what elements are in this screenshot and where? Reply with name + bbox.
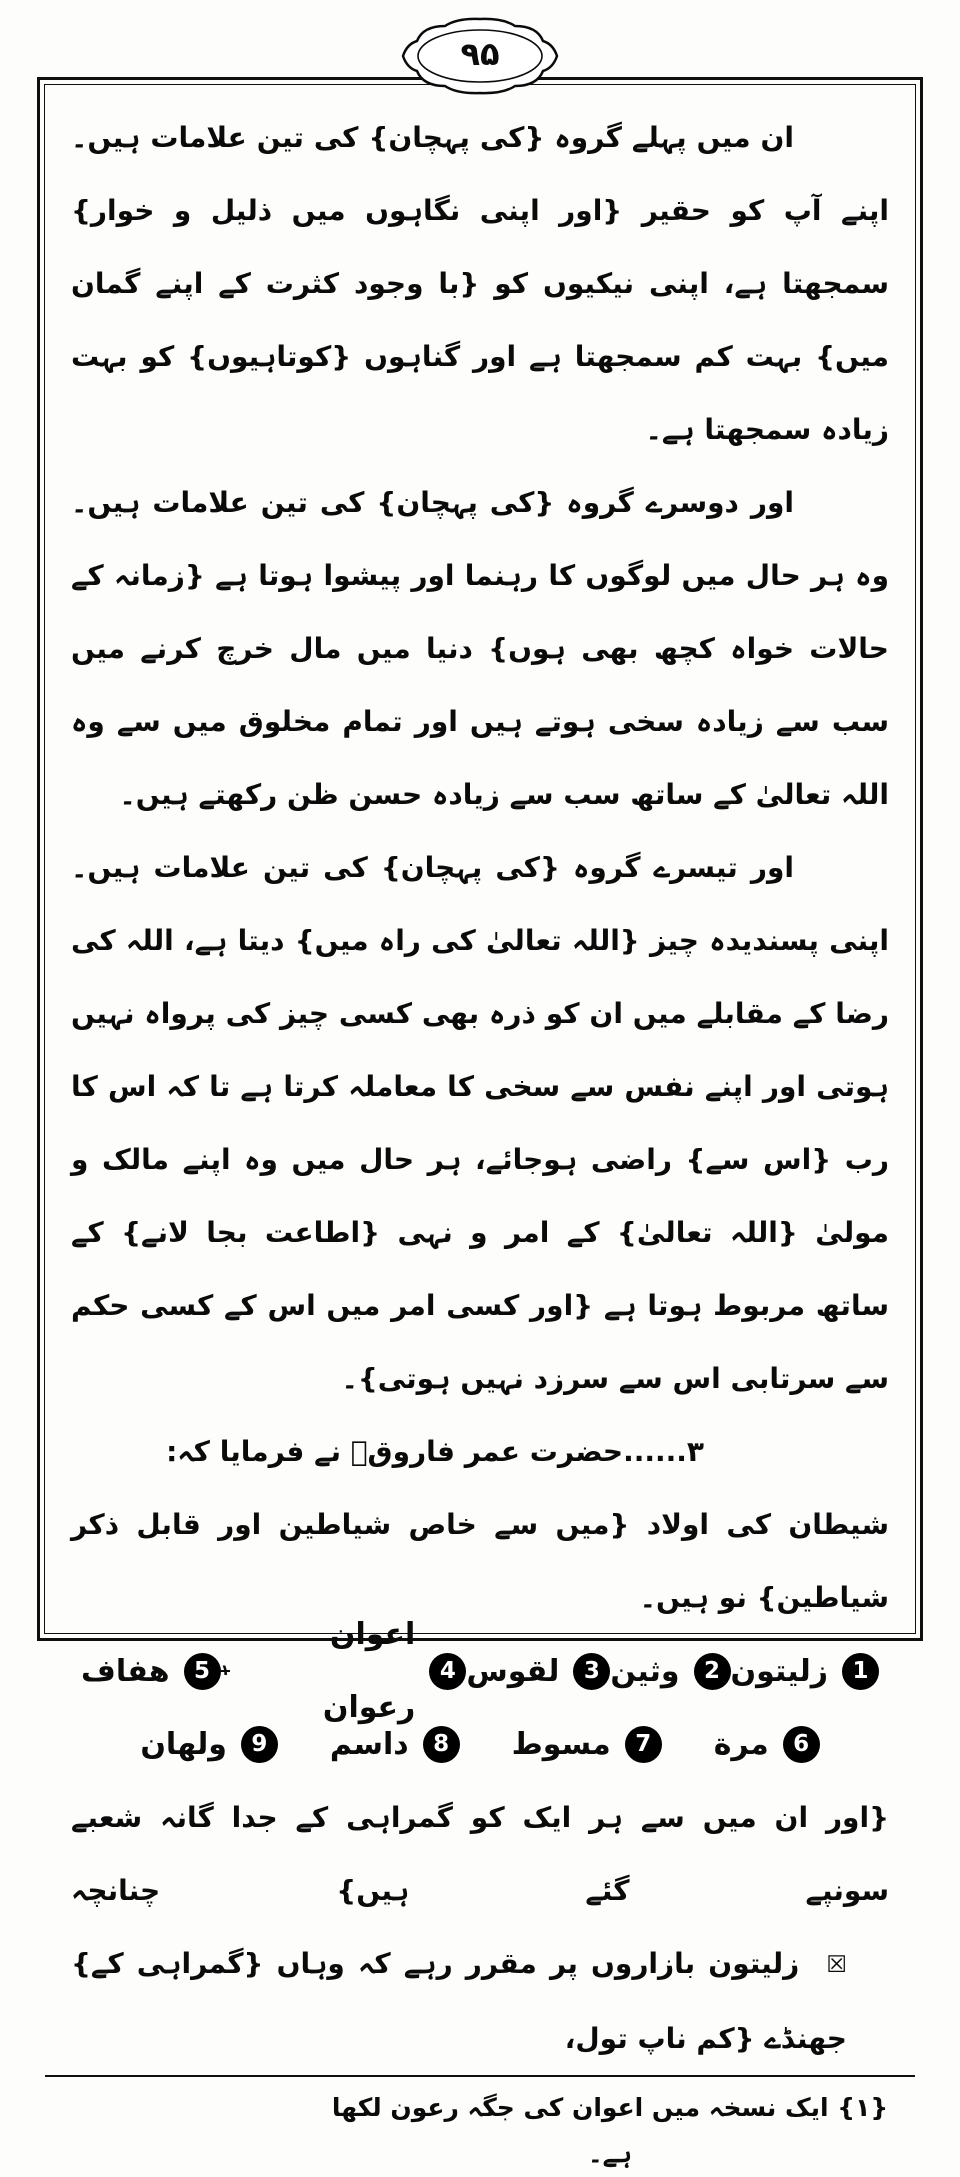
devils-row-2: [71, 1708, 889, 1781]
footnote-area: [71, 2075, 889, 2177]
page-border-outer: [37, 77, 923, 2168]
page-border-inner: [44, 84, 916, 2168]
closing-line-2: [71, 1927, 889, 2075]
devil-name: داسم: [329, 1727, 409, 1762]
list-item: [610, 1635, 730, 1708]
circled-number-icon: 2: [694, 1653, 731, 1690]
page-content: [45, 85, 915, 2168]
list-item: [466, 1635, 610, 1708]
circled-number-icon: 6: [783, 1726, 820, 1763]
narration-intro: شیطان کی اولاد {میں سے خاص شیاطین اور قابل ذکر شیاطین} نو ہیں۔: [71, 1508, 889, 1614]
devil-name: لقوس: [466, 1653, 560, 1689]
paragraph-first-group: ان میں پہلے گروہ {کی پہچان} کی تین علامات ہیں۔ اپنے آپ کو حقیر {اور اپنی نگاہوں میں ذلیل و خوار} سمجھتا ہے، اپنی نیکیوں کو {با وجود کثرت کے اپنے گمان میں} بہت کم سمجھتا ہے اور گناہوں {کوتاہیوں} کو بہت زیادہ سمجھتا ہے۔: [71, 121, 889, 446]
circled-number-icon: 3: [573, 1653, 610, 1690]
circled-number-icon: 1: [842, 1653, 879, 1690]
list-item: [330, 1708, 460, 1781]
list-item: [512, 1708, 662, 1781]
page-number: ۹۵: [460, 35, 500, 73]
section-marker-icon: ☒: [826, 1951, 847, 1978]
devil-name: زلیتون: [730, 1653, 828, 1689]
devils-row-1: [71, 1617, 889, 1725]
narration-heading: ۳......حضرت عمر فاروقؓ نے فرمایا کہ:: [166, 1435, 704, 1468]
list-item: [81, 1635, 221, 1708]
devil-name: ھفاف: [81, 1653, 170, 1689]
list-item: [714, 1708, 820, 1781]
list-item: [140, 1708, 278, 1781]
devil-name: اعوان رعوان: [322, 1617, 416, 1725]
devil-name: وثین: [610, 1653, 680, 1689]
list-item: [731, 1635, 879, 1708]
circled-number-icon: 7: [625, 1726, 662, 1763]
circled-number-icon: 4: [429, 1653, 466, 1690]
paragraph-third-group: اور تیسرے گروہ {کی پہچان} کی تین علامات ہیں۔ اپنی پسندیدہ چیز {اللہ تعالیٰ کی راہ میں} دیتا ہے، اللہ کی رضا کے مقابلے میں ان کو ذرہ بھی کسی چیز کی پرواہ نہیں ہوتی اور اپنے نفس سے سخی کا معاملہ کرتا ہے تا کہ اس کا رب {اس سے} راضی ہوجائے، ہر حال میں وہ اپنے مالک و مولیٰ {اللہ تعالیٰ} کے امر و نہی {اطاعت بجا لانے} کے ساتھ مربوط ہوتا ہے {اور کسی امر میں اس کے کسی حکم سے سرتابی اس سے سرزد نہیں ہوتی}۔: [71, 851, 889, 1395]
footnote-marker: ۱: [220, 1661, 230, 1679]
paragraph-second-group: اور دوسرے گروہ {کی پہچان} کی تین علامات ہیں۔ وہ ہر حال میں لوگوں کا رہنما اور پیشوا ہوتا ہے {زمانہ کے حالات خواہ کچھ بھی ہوں} دنیا میں مال خرچ کرنے میں سب سے زیادہ سخی ہوتے ہیں اور تمام مخلوق میں سے وہ اللہ تعالیٰ کے ساتھ سب سے زیادہ حسن ظن رکھتے ہیں۔: [71, 486, 889, 811]
page-number-ornament: [395, 16, 565, 96]
devil-name: مرة: [713, 1727, 769, 1762]
circled-number-icon: 8: [423, 1726, 460, 1763]
footnote-text: {۱} ایک نسخہ میں اعوان کی جگہ رعون لکھا ہے۔: [331, 2092, 889, 2168]
devil-name: مسوط: [511, 1727, 611, 1762]
circled-number-icon: 9: [241, 1726, 278, 1763]
closing-line-1: {اور ان میں سے ہر ایک کو گمراہی کے جدا گانہ شعبے سونپے گئے ہیں} چنانچہ: [71, 1801, 889, 1907]
devil-name: ولھان: [140, 1727, 227, 1762]
closing-line-2-text: زلیتون بازاروں پر مقرر رہے کہ وہاں {گمراہی کے} جھنڈے {کم ناپ تول،: [71, 1947, 847, 2055]
circled-number-icon: 5: [184, 1653, 221, 1690]
